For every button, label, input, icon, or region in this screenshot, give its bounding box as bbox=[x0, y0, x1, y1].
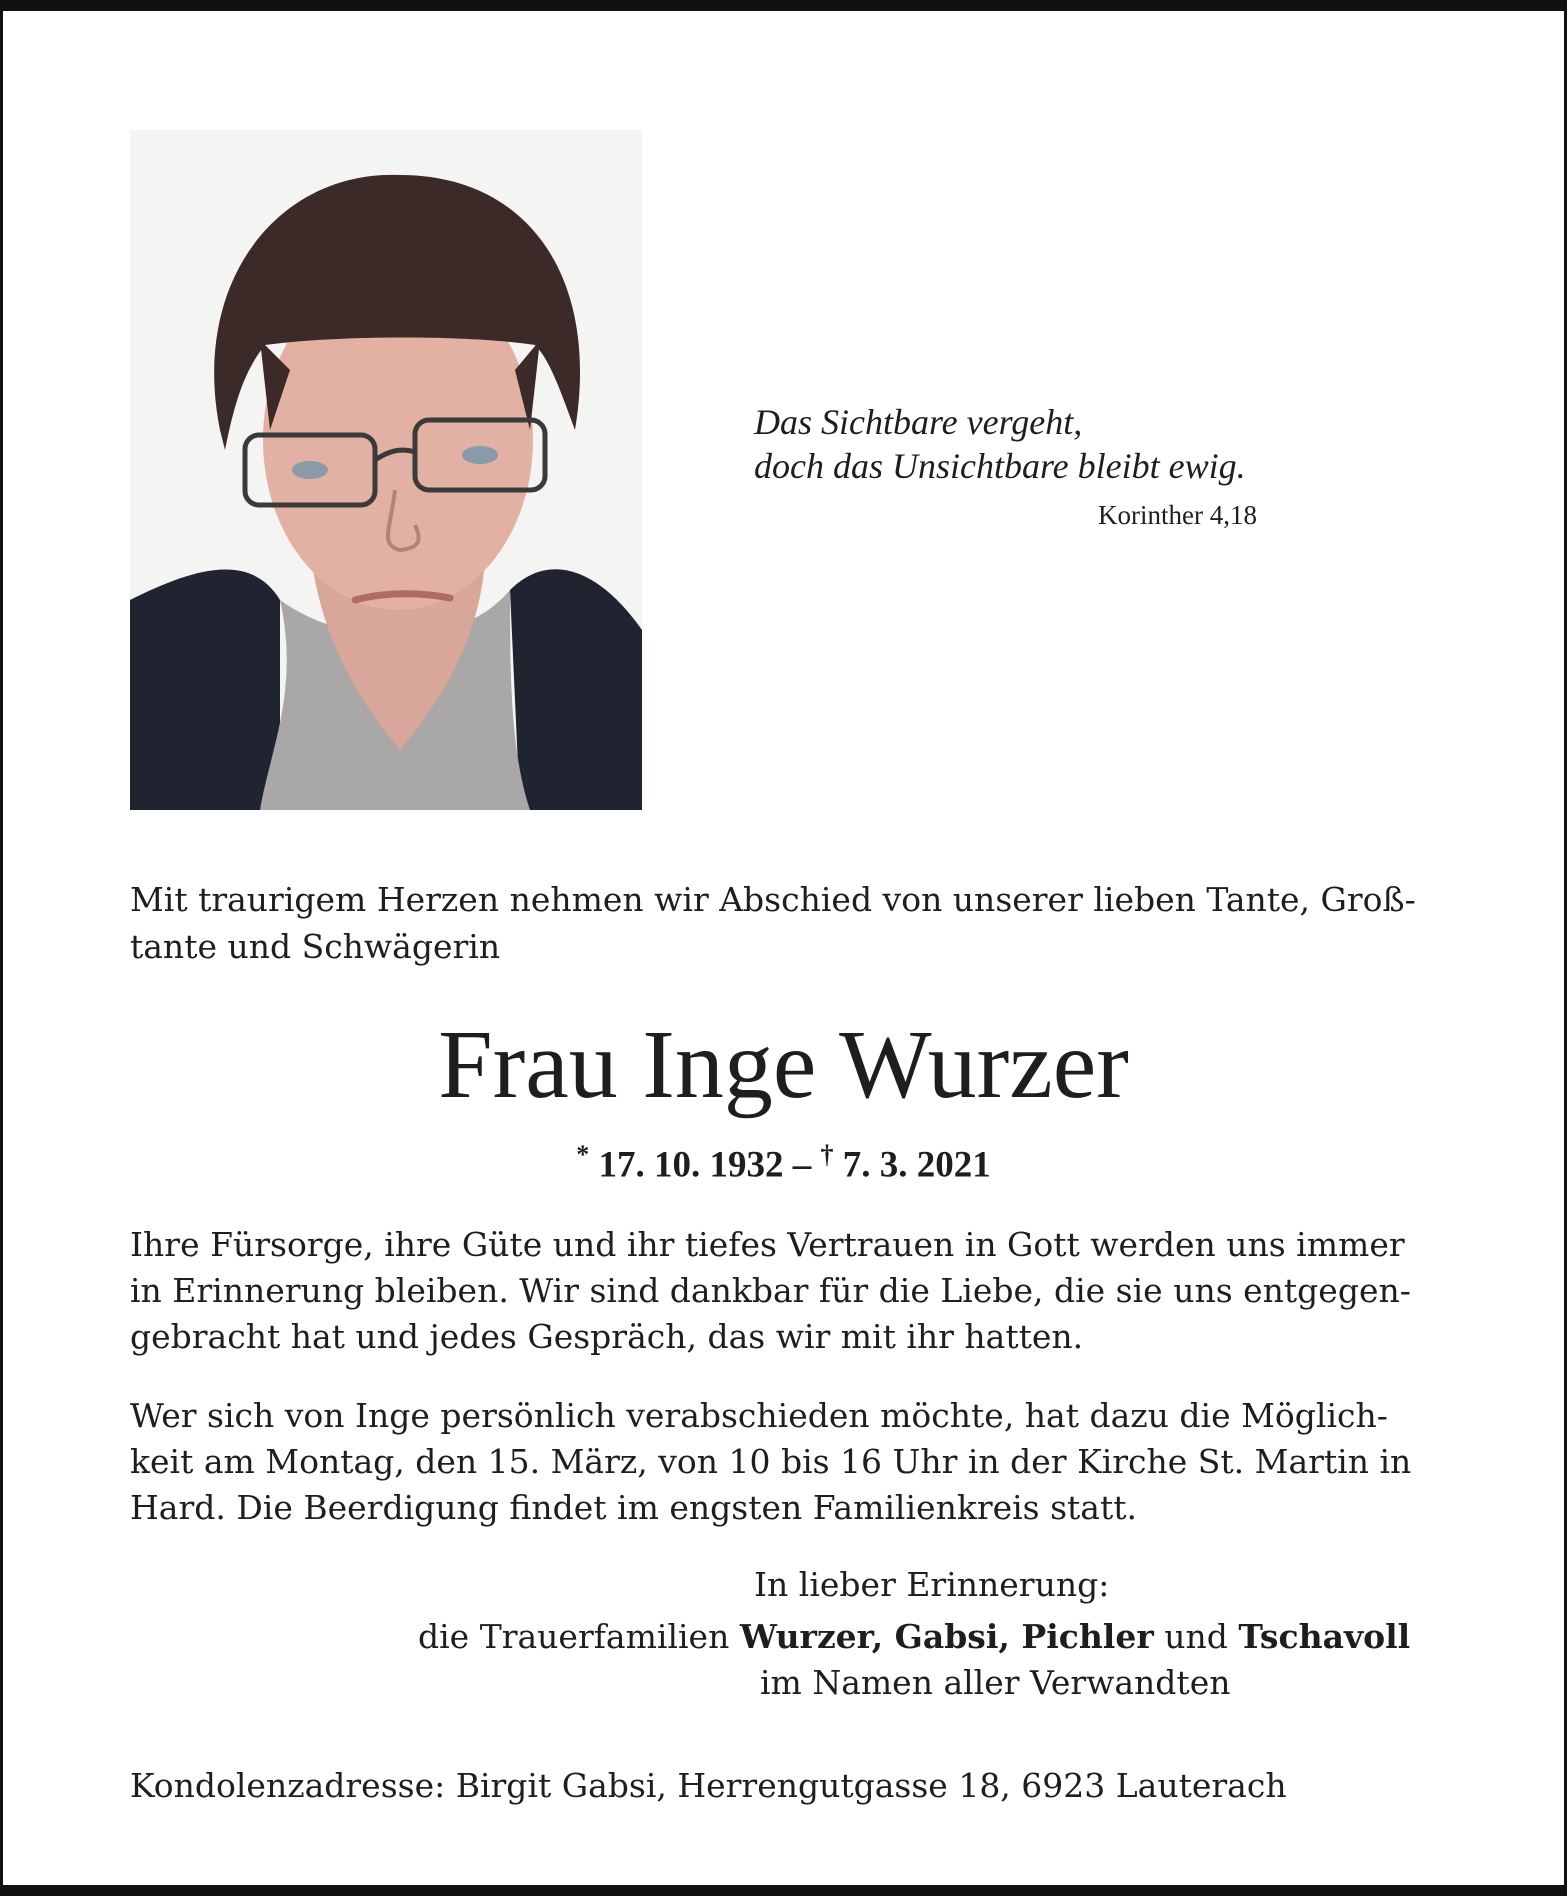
quote-reference: Korinther 4,18 bbox=[1098, 500, 1257, 530]
families-names: Wurzer, Gabsi, Pichler bbox=[739, 1617, 1154, 1656]
birth-date: 17. 10. 1932 – bbox=[598, 1144, 812, 1186]
intro-line-1: Mit traurigem Herzen nehmen wir Abschied von unserer lieben Tante, Groß- bbox=[130, 880, 1416, 919]
birth-star-icon: * bbox=[576, 1140, 590, 1169]
condolence-address: Kondolenzadresse: Birgit Gabsi, Herrengutgasse 18, 6923 Lauterach bbox=[130, 1766, 1287, 1805]
farewell-line-3: Hard. Die Beerdigung findet im engsten Familienkreis statt. bbox=[130, 1488, 1137, 1527]
tribute-line-2: in Erinnerung bleiben. Wir sind dankbar für die Liebe, die sie uns entgegen- bbox=[130, 1271, 1411, 1310]
families-conjunction: und bbox=[1164, 1617, 1228, 1656]
death-date: 7. 3. 2021 bbox=[842, 1144, 991, 1186]
deceased-name: Frau Inge Wurzer bbox=[438, 1011, 1129, 1119]
life-dates bbox=[0, 1140, 1567, 1186]
tribute-line-1: Ihre Fürsorge, ihre Güte und ihr tiefes Vertrauen in Gott werden uns immer bbox=[130, 1225, 1405, 1264]
tribute-paragraph bbox=[130, 1222, 1440, 1360]
portrait-photo bbox=[130, 130, 642, 810]
quote-line-2: doch das Unsichtbare bleibt ewig. bbox=[754, 446, 1246, 486]
farewell-paragraph bbox=[130, 1393, 1440, 1531]
death-cross-icon: † bbox=[820, 1140, 834, 1169]
intro-line-2: tante und Schwägerin bbox=[130, 927, 501, 966]
closing-line-1: In lieber Erinnerung: bbox=[754, 1565, 1110, 1604]
farewell-line-1: Wer sich von Inge persönlich verabschieden möchte, hat dazu die Möglich- bbox=[130, 1396, 1388, 1435]
quote-line-1: Das Sichtbare vergeht, bbox=[754, 402, 1083, 442]
farewell-line-2: keit am Montag, den 15. März, von 10 bis 16 Uhr in der Kirche St. Martin in bbox=[130, 1442, 1412, 1481]
closing-line-3: im Namen aller Verwandten bbox=[760, 1663, 1231, 1702]
families-last-name: Tschavoll bbox=[1238, 1617, 1411, 1656]
mourning-families bbox=[418, 1614, 1410, 1660]
families-prefix: die Trauerfamilien bbox=[418, 1617, 730, 1656]
intro-text bbox=[130, 876, 1440, 970]
bible-quote bbox=[754, 400, 1314, 531]
tribute-line-3: gebracht hat und jedes Gespräch, das wir mit ihr hatten. bbox=[130, 1317, 1084, 1356]
